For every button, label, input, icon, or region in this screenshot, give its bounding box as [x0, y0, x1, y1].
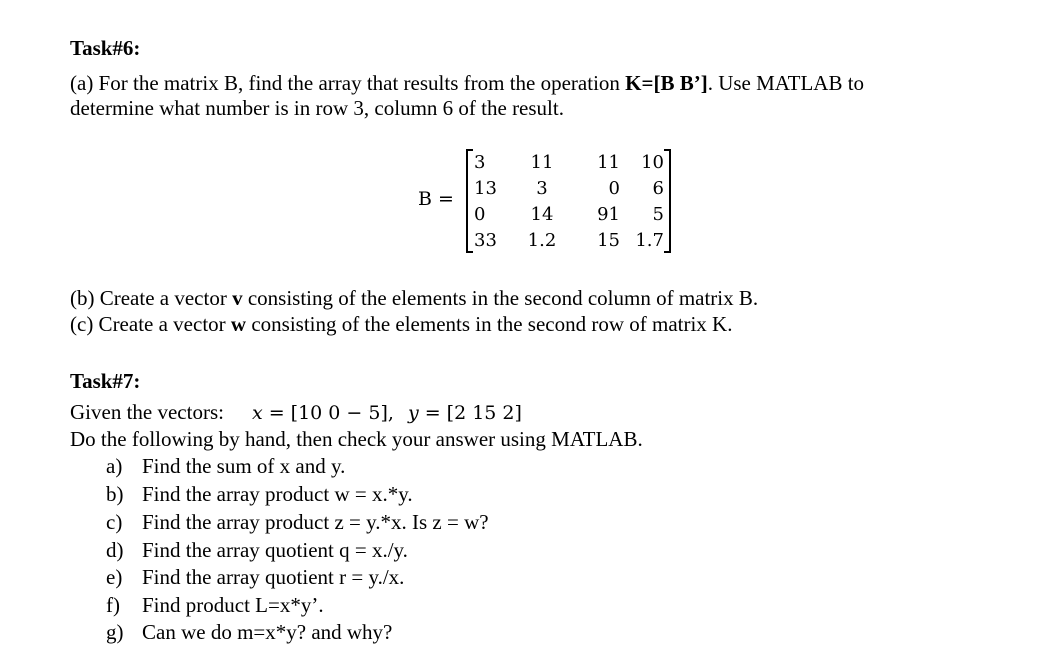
part-c-pre: (c) Create a vector: [70, 312, 231, 336]
part-c-post: consisting of the elements in the second row of matrix K.: [246, 312, 733, 336]
list-marker: b): [106, 482, 124, 506]
matrix-cell: 3: [536, 178, 548, 199]
matrix-label: B =: [418, 188, 454, 210]
matrix-cell: 15: [597, 230, 620, 251]
list-marker: c): [106, 510, 123, 534]
part-b-post: consisting of the elements in the second column of matrix B.: [242, 286, 759, 310]
task6-part-a-line2: determine what number is in row 3, column 6 of the result.: [70, 96, 564, 120]
task7-instruction: Do the following by hand, then check your answer using MATLAB.: [70, 427, 643, 451]
task6-part-c: [70, 312, 732, 336]
list-item: [106, 454, 345, 478]
matrix-cell: 0: [608, 178, 620, 199]
list-text: Can we do m=x*y? and why?: [142, 620, 393, 644]
y-value: = [2 15 2]: [418, 402, 522, 424]
task7-given: [70, 400, 522, 425]
matrix-cell: 1.7: [635, 230, 664, 251]
part-a-text-pre: (a) For the matrix B, find the array that results from the operation: [70, 71, 626, 95]
list-text: Find the sum of x and y.: [142, 454, 346, 478]
x-value: = [10 0 − 5],: [262, 402, 394, 424]
list-item: [106, 593, 324, 617]
y-var: y: [407, 402, 419, 424]
matrix-cell: 11: [530, 152, 554, 173]
matrix-cell: 13: [474, 178, 497, 199]
matrix-cell: 1.2: [527, 230, 557, 251]
list-marker: g): [106, 620, 124, 644]
task6-heading: Task#6:: [70, 36, 141, 60]
vector-w: w: [230, 312, 247, 336]
list-marker: d): [106, 538, 124, 562]
list-text: Find the array product z = y.*x. Is z = w?: [142, 510, 489, 534]
matrix-grid: [472, 150, 664, 254]
matrix-cell: 6: [652, 178, 664, 199]
given-prefix: Given the vectors:: [70, 400, 224, 424]
list-item: [106, 482, 413, 506]
matrix-cell: 91: [597, 204, 620, 225]
list-text: Find product L=x*y’.: [142, 593, 324, 617]
matrix-cell: 0: [474, 204, 486, 225]
task6-part-a-line1: [70, 71, 864, 95]
y-vector: [408, 402, 522, 424]
list-item: [106, 538, 408, 562]
list-item: [106, 620, 392, 644]
list-text: Find the array quotient r = y./x.: [142, 565, 405, 589]
task6-part-b: [70, 286, 758, 310]
right-bracket: [664, 149, 671, 253]
list-item: [106, 565, 404, 589]
matrix-cell: 11: [597, 152, 620, 173]
matrix-cell: 3: [474, 152, 486, 173]
x-vector: [252, 402, 394, 424]
list-marker: a): [106, 454, 123, 478]
part-a-text-post: . Use MATLAB to: [707, 71, 865, 95]
matrix-cell: 10: [641, 152, 664, 173]
list-text: Find the array quotient q = x./y.: [142, 538, 408, 562]
matrix-b: [418, 145, 678, 257]
matrix-cell: 5: [652, 204, 664, 225]
list-text: Find the array product w = x.*y.: [142, 482, 413, 506]
part-b-pre: (b) Create a vector: [70, 286, 233, 310]
x-var: x: [251, 402, 263, 424]
list-marker: f): [106, 593, 120, 617]
vector-v: v: [232, 286, 243, 310]
operation-k: K=[B B’]: [625, 71, 708, 95]
matrix-cell: 14: [530, 204, 554, 225]
list-item: [106, 510, 489, 534]
task7-heading: Task#7:: [70, 369, 141, 393]
matrix-cell: 33: [474, 230, 497, 251]
list-marker: e): [106, 565, 123, 589]
